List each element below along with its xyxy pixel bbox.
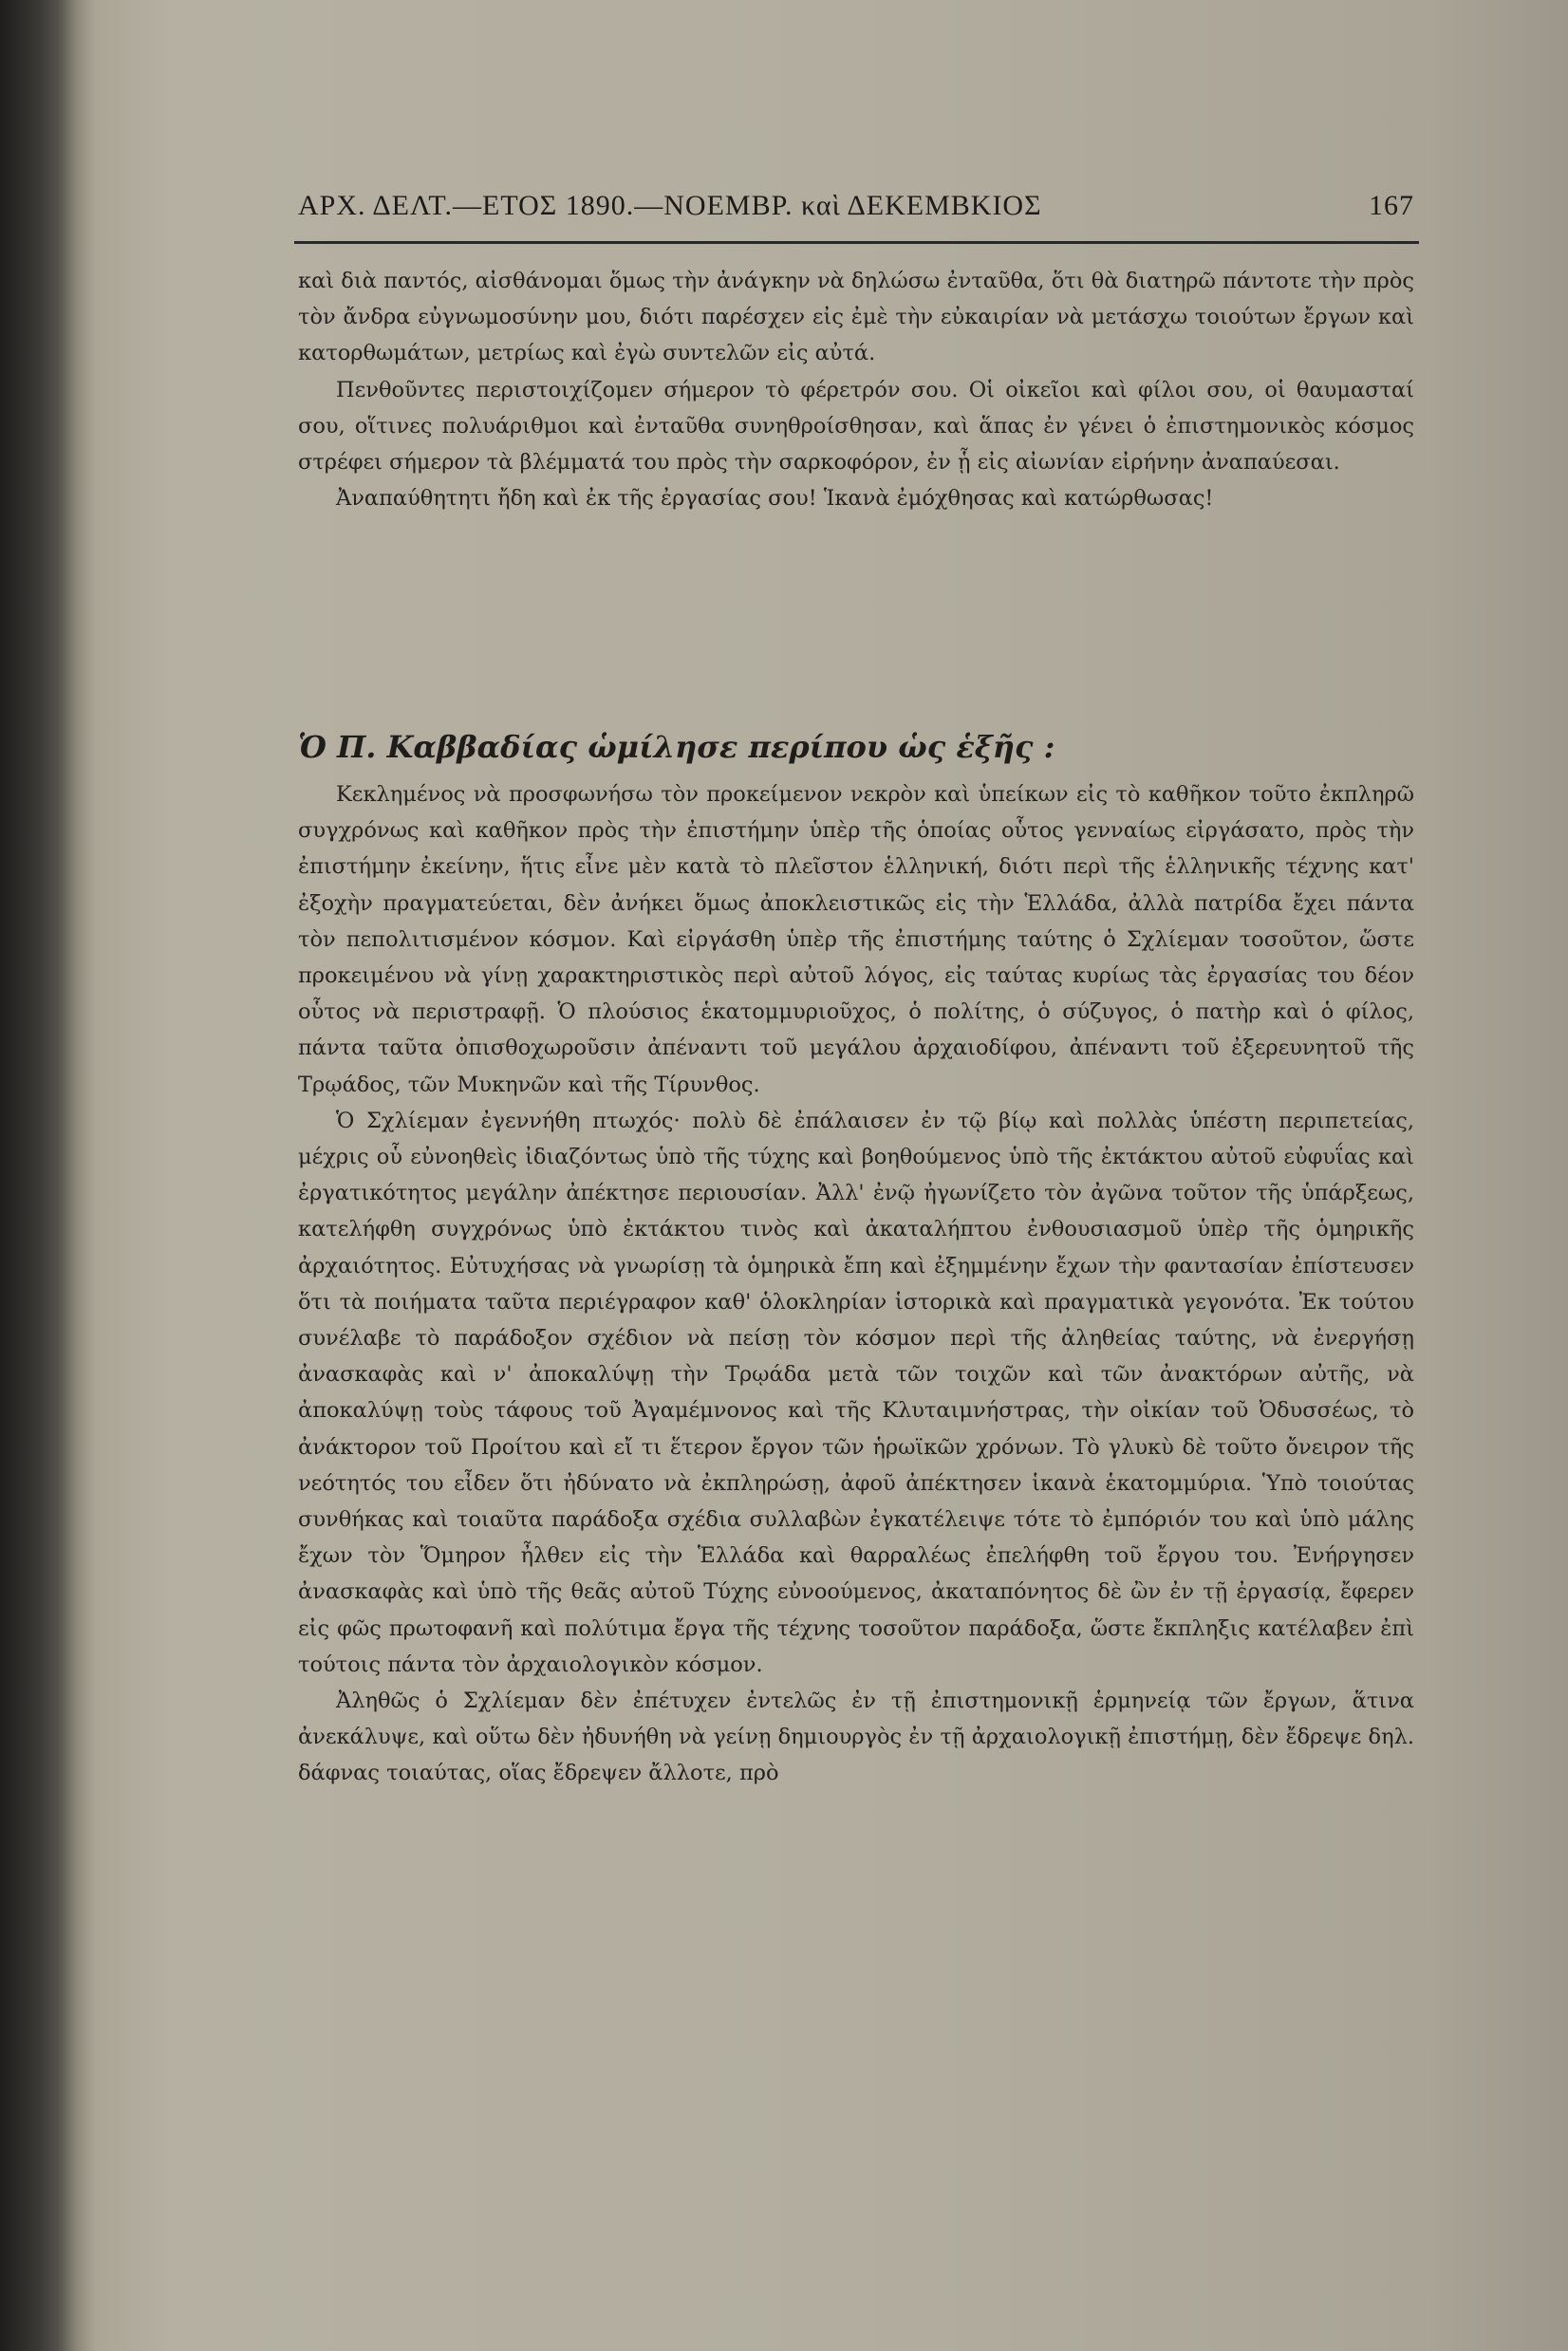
header-rule (294, 241, 1419, 244)
header-title: ΑΡΧ. ΔΕΛΤ.—ΕΤΟΣ 1890.—ΝΟΕΜΒΡ. καὶ ΔΕΚΕΜΒΚΙΟΣ (298, 190, 1042, 221)
paragraph: Πενθοῦντες περιστοιχίζομεν σήμερον τὸ φέρετρόν σου. Οἱ οἰκεῖοι καὶ φίλοι σου, οἱ θαυμασταί σου, οἵτινες πολυάριθμοι καὶ ἐνταῦθα συνηθροίσθησαν, καὶ ἅπας ἐν γένει ὁ ἐπιστημονικὸς κόσμος στρέφει σήμερον τὰ βλέμματά του πρὸς τὴν σαρκοφόρον, ἐν ᾗ εἰς αἰωνίαν εἰρήνην ἀναπαύεσαι. (298, 377, 1414, 476)
paragraph: καὶ διὰ παντός, αἰσθάνομαι ὅμως τὴν ἀνάγκην νὰ δηλώσω ἐνταῦθα, ὅτι θὰ διατηρῶ πάντοτε τὴν πρὸς τὸν ἄνδρα εὐγνωμοσύνην μου, διότι παρέσχεν εἰς ἐμὲ τὴν εὐκαιρίαν νὰ μετάσχω τοιούτων ἔργων καὶ κατορθωμάτων, μετρίως καὶ ἐγὼ συντελῶν εἰς αὐτά. (298, 269, 1414, 366)
paragraph: Κεκλημένος νὰ προσφωνήσω τὸν προκείμενον νεκρὸν καὶ ὑπείκων εἰς τὸ καθῆκον τοῦτο ἐκπληρῶ συγχρόνως καὶ καθῆκον πρὸς τὴν ἐπιστήμην ὑπὲρ τῆς ὁποίας οὗτος γενναίως εἰργάσατο, πρὸς τὴν ἐπιστήμην ἐκείνην, ἥτις εἶνε μὲν κατὰ τὸ πλεῖστον ἑλληνική, διότι περὶ τῆς ἑλληνικῆς τέχνης κατ' ἐξοχὴν πραγματεύεται, δὲν ἀνήκει ὅμως ἀποκλειστικῶς εἰς τὴν Ἑλλάδα, ἀλλὰ πατρίδα ἔχει πάντα τὸν πεπολιτισμένον κόσμον. Καὶ εἰργάσθη ὑπὲρ τῆς ἐπιστήμης ταύτης ὁ Σχλίεμαν τοσοῦτον, ὥστε προκειμένου νὰ γίνῃ χαρακτηριστικὸς περὶ αὐτοῦ λόγος, εἰς ταύτας κυρίως τὰς ἐργασίας του δέον οὗτος νὰ περιστραφῇ. Ὁ πλούσιος ἑκατομμυριοῦχος, ὁ πολίτης, ὁ σύζυγος, ὁ πατὴρ καὶ ὁ φίλος, πάντα ταῦτα ὀπισθοχωροῦσιν ἀπέναντι τοῦ μεγάλου ἀρχαιοδίφου, ἀπέναντι τοῦ ἐξερευνητοῦ τῆς Τρῳάδος, τῶν Μυκηνῶν καὶ τῆς Τίρυνθος. (298, 782, 1414, 1097)
paragraph: Ἀναπαύθητητι ἤδη καὶ ἐκ τῆς ἐργασίας σου! Ἱκανὰ ἐμόχθησας καὶ κατώρθωσας! (336, 486, 1214, 512)
speaker-heading: Ὁ Π. Καββαδίας ὡμίλησε περίπου ὡς ἑξῆς : (298, 729, 1055, 765)
speech-text-block (298, 776, 1414, 1792)
book-page (95, 0, 1568, 2351)
opening-text-block (298, 263, 1414, 516)
paragraph: Ὁ Σχλίεμαν ἐγεννήθη πτωχός· πολὺ δὲ ἐπάλαισεν ἐν τῷ βίῳ καὶ πολλὰς ὑπέστη περιπετείας, μέχρις οὗ εὐνοηθεὶς ἰδιαζόντως ὑπὸ τῆς τύχης καὶ βοηθούμενος ὑπὸ τῆς ἐκτάκτου αὐτοῦ εὐφυΐας καὶ ἐργατικότητος μεγάλην ἀπέκτησε περιουσίαν. Ἀλλ' ἐνῷ ἠγωνίζετο τὸν ἀγῶνα τοῦτον τῆς ὑπάρξεως, κατελήφθη συγχρόνως ὑπὸ ἐκτάκτου τινὸς καὶ ἀκαταλήπτου ἐνθουσιασμοῦ ὑπὲρ τῆς ὁμηρικῆς ἀρχαιότητος. Εὐτυχήσας νὰ γνωρίσῃ τὰ ὁμηρικὰ ἔπη καὶ ἐξημμένην ἔχων τὴν φαντασίαν ἐπίστευσεν ὅτι τὰ ποιήματα ταῦτα περιέγραφον καθ' ὁλοκληρίαν ἱστορικὰ καὶ πραγματικὰ γεγονότα. Ἐκ τούτου συνέλαβε τὸ παράδοξον σχέδιον νὰ πείσῃ τὸν κόσμον περὶ τῆς ἀληθείας ταύτης, νὰ ἐνεργήσῃ ἀνασκαφὰς καὶ ν' ἀποκαλύψῃ τὴν Τρῳάδα μετὰ τῶν τοιχῶν καὶ τῶν ἀνακτόρων αὐτῆς, νὰ ἀποκαλύψῃ τοὺς τάφους τοῦ Ἀγαμέμνονος καὶ τῆς Κλυταιμνήστρας, τὴν οἰκίαν τοῦ Ὀδυσσέως, τὸ ἀνάκτορον τοῦ Προίτου καὶ εἴ τι ἕτερον ἔργον τῶν ἡρωϊκῶν χρόνων. Τὸ γλυκὺ δὲ τοῦτο ὄνειρον τῆς νεότητός του εἶδεν ὅτι ἠδύνατο νὰ ἐκπληρώσῃ, ἀφοῦ ἀπέκτησεν ἱκανὰ ἑκατομμύρια. Ὑπὸ τοιούτας συνθήκας καὶ τοιαῦτα παράδοξα σχέδια συλλαβὼν ἐγκατέλειψε τότε τὸ ἐμπόριόν του καὶ ὑπὸ μάλης ἔχων τὸν Ὅμηρον ἦλθεν εἰς τὴν Ἑλλάδα καὶ θαρραλέως ἐπελήφθη τοῦ ἔργου του. Ἐνήργησεν ἀνασκαφὰς καὶ ὑπὸ τῆς θεᾶς αὐτοῦ Τύχης εὐνοούμενος, ἀκαταπόνητος δὲ ὢν ἐν τῇ ἐργασίᾳ, ἔφερεν εἰς φῶς πρωτοφανῆ καὶ πολύτιμα ἔργα τῆς τέχνης τοσοῦτον παράδοξα, ὥστε ἔκπληξις κατέλαβεν ἐπὶ τούτοις πάντα τὸν ἀρχαιολογικὸν κόσμον. (298, 1108, 1414, 1677)
page-number: 167 (1369, 190, 1414, 221)
paragraph: Ἀληθῶς ὁ Σχλίεμαν δὲν ἐπέτυχεν ἐντελῶς ἐν τῇ ἐπιστημονικῇ ἑρμηνείᾳ τῶν ἔργων, ἅτινα ἀνεκάλυψε, καὶ οὕτω δὲν ἠδυνήθη νὰ γείνῃ δημιουργὸς ἐν τῇ ἀρχαιολογικῇ ἐπιστήμῃ, δὲν ἔδρεψε δηλ. δάφνας τοιαύτας, οἵας ἔδρεψεν ἄλλοτε, πρὸ (298, 1689, 1414, 1786)
running-header (298, 190, 1414, 222)
